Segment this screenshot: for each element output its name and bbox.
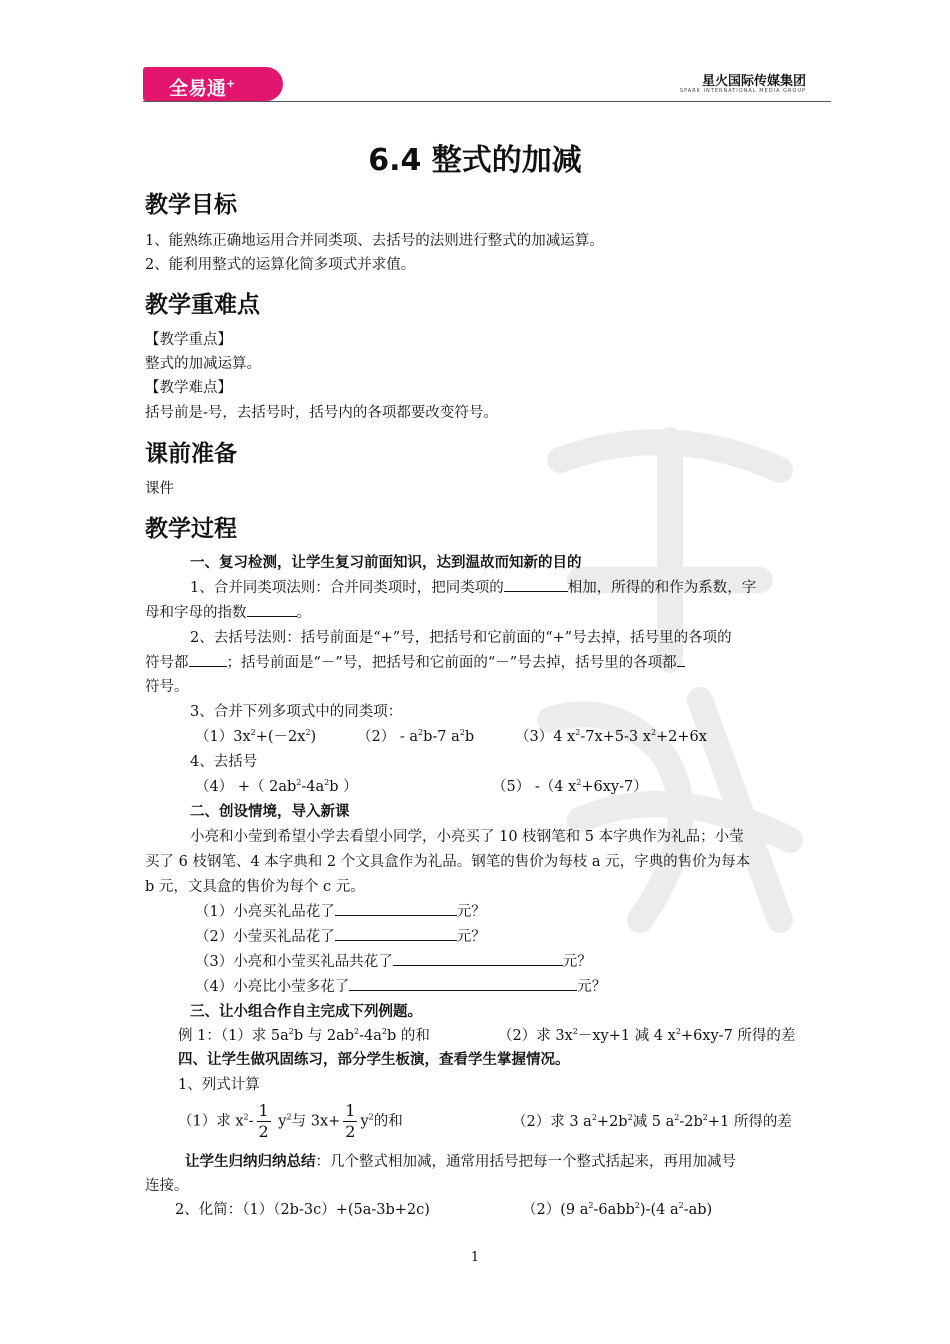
question-2-line2: 符号都 ；括号前面是“－”号，把括号和它前面的“－”号去掉，括号里的各项都 bbox=[145, 651, 685, 675]
difficulty-text: 括号前是-号，去括号时，括号内的各项都要改变符号。 bbox=[145, 405, 498, 421]
simplify-2: （2）(9 $a^2-6abb^2)-(4$ $a^2-ab$) bbox=[522, 1201, 713, 1218]
question-3-item-2: $(2) - a^2b-7$ $a^2b$ bbox=[357, 728, 475, 745]
question-4-item-4: （4） +（ $2ab^2-4a^2b$ ） bbox=[195, 778, 358, 795]
heading-goals: 教学目标 bbox=[145, 192, 237, 218]
question-1-line1: 1、合并同类项法则：合并同类项时，把同类项的 相加，所得的和作为系数，字 bbox=[190, 576, 756, 600]
fraction-half-2: $\frac{1}{2}$ bbox=[345, 1101, 356, 1141]
part1-title: 一、复习检测，让学生复习前面知识，达到温故而知新的目的 bbox=[190, 555, 582, 571]
question-2-line1: 2、去括号法则：括号前面是“+”号，把括号和它前面的“+”号去掉，括号里的各项的 bbox=[190, 630, 732, 646]
part4-title: 四、让学生做巩固练习，部分学生板演，查看学生掌握情况。 bbox=[178, 1052, 570, 1068]
heading-prep: 课前准备 bbox=[145, 441, 237, 467]
sub-question-4: （4）小亮比小莹多花了 元？ bbox=[195, 975, 606, 999]
goal-item-1: 1、能熟练正确地运用合并同类项、去括号的法则进行整式的加减运算。 bbox=[145, 233, 604, 249]
brand-subtitle: SPARK INTERNATIONAL MEDIA GROUP bbox=[679, 88, 806, 94]
brand-name: 星火国际传媒集团 bbox=[701, 74, 806, 89]
heading-keypoints: 教学重难点 bbox=[145, 292, 260, 318]
sub-question-3: （3）小亮和小莹买礼品共花了 元？ bbox=[195, 950, 592, 974]
part2-title: 二、创设情境，导入新课 bbox=[190, 804, 350, 820]
logo bbox=[143, 67, 283, 101]
header-divider bbox=[143, 101, 831, 102]
part3-title: 三、让小组合作自主完成下列例题。 bbox=[190, 1004, 422, 1020]
watermark-logo bbox=[520, 400, 820, 960]
question-4: 4、去括号 bbox=[190, 754, 258, 770]
question-3: 3、合并下列多项式中的同类项： bbox=[190, 704, 403, 720]
question-1-line2: 母和字母的指数 。 bbox=[145, 601, 311, 625]
calc-item-1: （1）求 $x^2-$ $\frac{1}{2}$ $y^2$与 3x+ $\frac{1}{2}$ $y^2$的和 bbox=[178, 1101, 403, 1141]
heading-process: 教学过程 bbox=[145, 516, 237, 542]
fraction-half: $\frac{1}{2}$ bbox=[258, 1101, 269, 1141]
example-2: （2）求 $3x^2-xy+1$ 减 4 $x^2+6xy-7$ 所得的差 bbox=[498, 1027, 796, 1044]
question-2-line3: 符号。 bbox=[145, 679, 189, 695]
sub-question-2: （2）小莹买礼品花了 元？ bbox=[195, 925, 486, 949]
calc-item-2: （2）求 3 $a^2+2b^2$减 5 $a^2-2b^2+1$ 所得的差 bbox=[512, 1113, 792, 1130]
story-line-1: 小亮和小莹到希望小学去看望小同学，小亮买了 10 枝钢笔和 5 本字典作为礼品；小莹 bbox=[190, 829, 744, 845]
page-number: 1 bbox=[470, 1250, 480, 1265]
page-title: 6.4 整式的加减 bbox=[368, 143, 582, 178]
focus-label: 【教学重点】 bbox=[145, 332, 232, 348]
goal-item-2: 2、能利用整式的运算化简多项式并求值。 bbox=[145, 257, 416, 273]
story-line-3: b 元，文具盒的售价为每个 c 元。 bbox=[145, 879, 365, 895]
prep-text: 课件 bbox=[145, 481, 174, 497]
difficulty-label: 【教学难点】 bbox=[145, 380, 232, 396]
question-3-item-3: （3）4 $x^2-7x+5-3$ $x^2+2+6x$ bbox=[515, 728, 707, 745]
logo-text: 全易通 bbox=[169, 77, 227, 100]
summary-line-1: 让学生归纳归纳总结：几个整式相加减，通常用括号把每一个整式括起来，再用加减号 bbox=[185, 1154, 736, 1170]
example-1: 例 1：（1）求 $5a^2b$ 与 $2ab^2-4a^2b$ 的和 bbox=[178, 1027, 430, 1044]
question-3-item-1: $(1)3x^2+(-2x^2)$ bbox=[195, 728, 317, 745]
simplify-1: 2、化简：（1）（2b-3c）+(5a-3b+2c) bbox=[175, 1202, 430, 1218]
story-line-2: 买了 6 枝钢笔、4 本字典和 2 个文具盒作为礼品。钢笔的售价为每枝 a 元，字典的售价为每本 bbox=[145, 854, 751, 870]
logo-spark: + bbox=[226, 77, 236, 90]
summary-line-2: 连接。 bbox=[145, 1178, 189, 1194]
sub-question-1: （1）小亮买礼品花了 元？ bbox=[195, 900, 486, 924]
question-4-item-5: （5） -（4 $x^2+6xy-7$） bbox=[492, 778, 648, 795]
focus-text: 整式的加减运算。 bbox=[145, 356, 261, 372]
calc-heading: 1、列式计算 bbox=[178, 1077, 260, 1093]
